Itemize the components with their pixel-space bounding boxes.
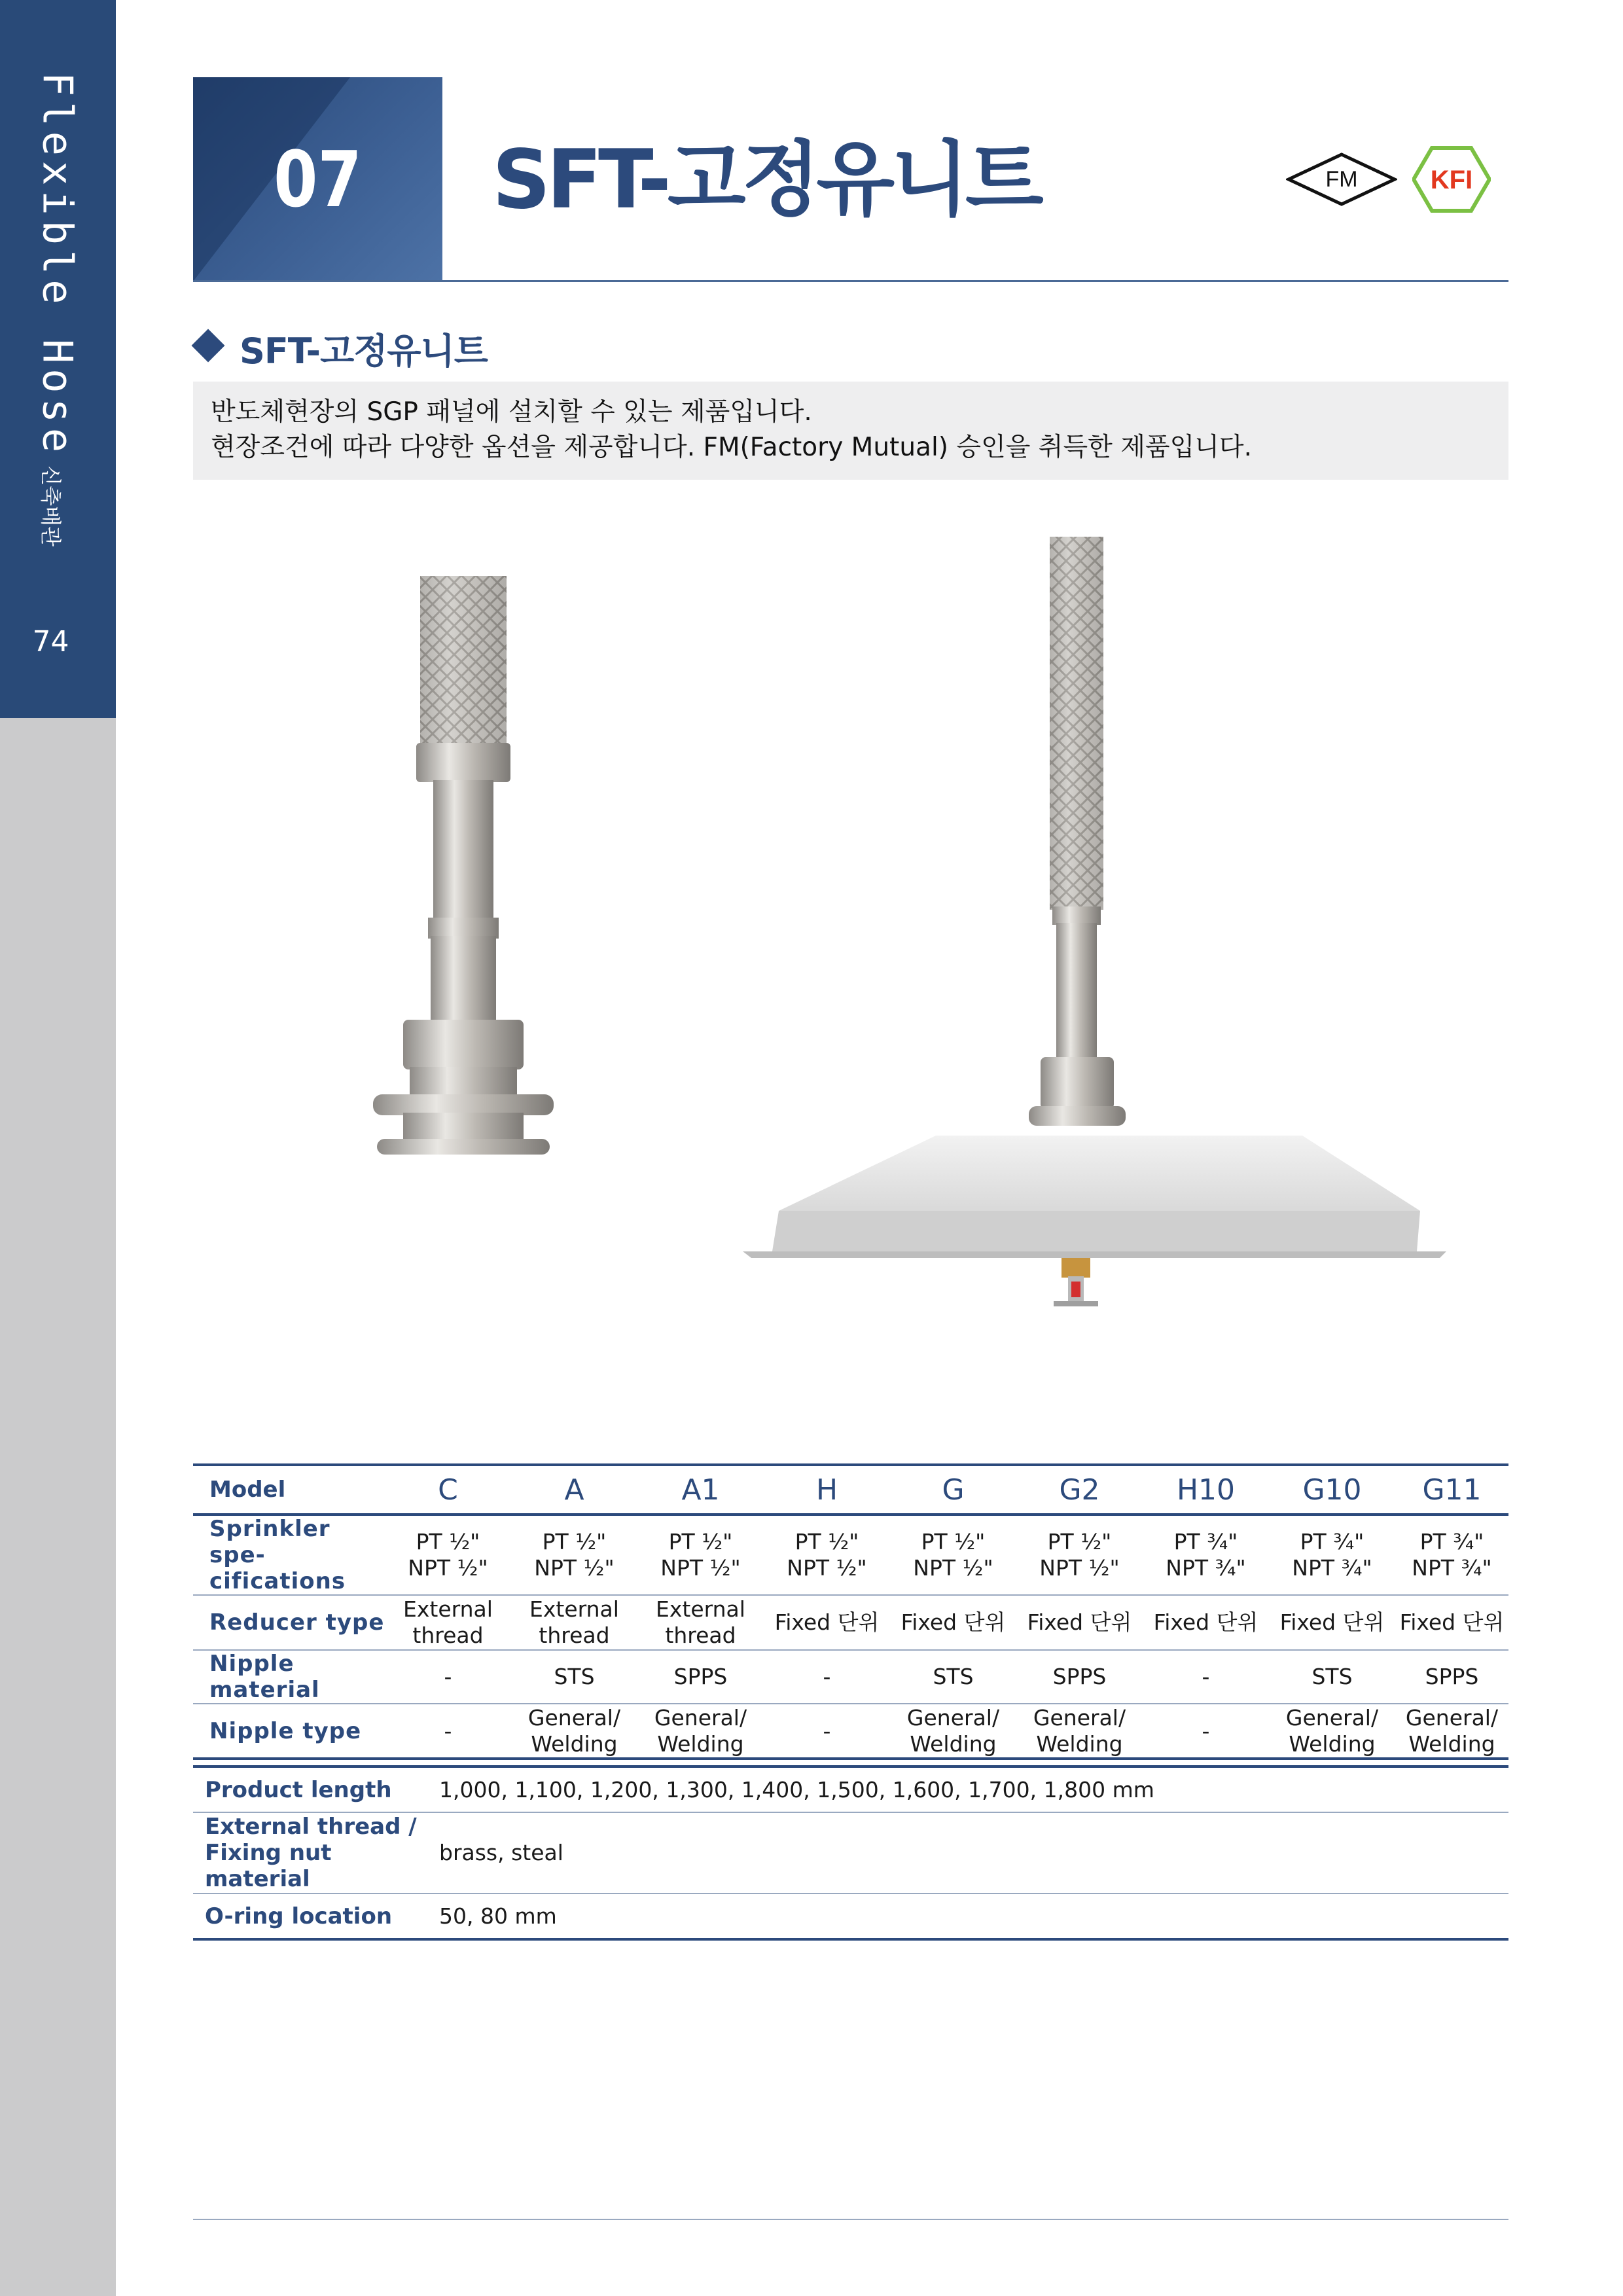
- spec-row: [193, 1704, 1508, 1759]
- info-row-label-line: Fixing nut material: [205, 1840, 332, 1892]
- spec-cell-line: PT ½": [416, 1529, 480, 1554]
- spec-cell: [1143, 1650, 1269, 1704]
- spec-cell-line: External: [403, 1596, 493, 1622]
- spec-cell: [1143, 1704, 1269, 1759]
- spec-cell-line: Fixed 단위: [901, 1609, 1006, 1635]
- spec-cell: [764, 1515, 890, 1595]
- spec-cell-line: NPT ½": [787, 1555, 867, 1581]
- model-header: G10: [1269, 1465, 1395, 1515]
- spec-row-label: [193, 1704, 385, 1759]
- spec-cell-line: PT ½": [794, 1529, 859, 1554]
- spec-table: [193, 1463, 1508, 1760]
- model-header: H: [764, 1465, 890, 1515]
- spec-row-label-line: Sprinkler spe-: [209, 1516, 330, 1568]
- intro-line: 현장조건에 따라 다양한 옵션을 제공합니다. FM(Factory Mutual) 승인을 취득한 제품입니다.: [211, 433, 1252, 462]
- kfi-logo: [1412, 145, 1491, 213]
- spec-cell-line: -: [1202, 1664, 1210, 1689]
- spec-cell-line: External: [529, 1596, 619, 1622]
- spec-cell: [511, 1650, 637, 1704]
- chapter-box: [193, 77, 442, 281]
- spec-cell-line: PT ¾": [1419, 1529, 1484, 1554]
- info-row: [193, 1812, 1508, 1893]
- spec-cell-line: Fixed 단위: [1153, 1609, 1258, 1635]
- info-table-body: [193, 1767, 1508, 1939]
- info-row-label: [193, 1812, 438, 1893]
- info-row-label: [193, 1767, 438, 1812]
- spec-cell-line: PT ½": [668, 1529, 733, 1554]
- spec-cell: [1269, 1515, 1395, 1595]
- spec-cell: [1269, 1704, 1395, 1759]
- spec-cell: [1395, 1650, 1508, 1704]
- spec-cell-line: NPT ½": [1039, 1555, 1120, 1581]
- spec-cell: [511, 1515, 637, 1595]
- spec-cell-line: PT ½": [1047, 1529, 1112, 1554]
- fm-logo-text: FM: [1325, 167, 1358, 192]
- spec-cell-line: NPT ¾": [1166, 1555, 1246, 1581]
- product-photos: [281, 511, 1479, 1348]
- spec-cell: [637, 1515, 764, 1595]
- spec-cell: [890, 1595, 1016, 1650]
- info-row-label-line: Product length: [205, 1776, 392, 1803]
- spec-cell-line: External: [656, 1596, 745, 1622]
- spec-cell-line: PT ¾": [1173, 1529, 1238, 1554]
- spec-cell-line: -: [1202, 1717, 1210, 1744]
- spec-cell-line: NPT ½": [660, 1555, 741, 1581]
- spec-row-label: [193, 1595, 385, 1650]
- spec-cell-line: -: [444, 1717, 452, 1744]
- spec-row-label-line: Nipple type: [209, 1717, 362, 1744]
- spec-cell-line: Welding: [1289, 1731, 1376, 1757]
- spec-cell: [1016, 1515, 1143, 1595]
- spec-cell-line: PT ½": [921, 1529, 986, 1554]
- spec-cell: [1269, 1595, 1395, 1650]
- spec-row-label-line: Nipple material: [209, 1651, 320, 1703]
- kfi-logo-text: KFI: [1430, 166, 1473, 194]
- spec-cell-line: STS: [933, 1664, 974, 1689]
- product-photo-right: [743, 537, 1446, 1306]
- spec-cell-line: thread: [539, 1623, 610, 1648]
- spec-cell-line: Welding: [910, 1731, 997, 1757]
- spec-cell-line: Welding: [1408, 1731, 1495, 1757]
- spec-cell: [511, 1595, 637, 1650]
- spec-cell: [1016, 1650, 1143, 1704]
- spec-cell-line: Welding: [1036, 1731, 1123, 1757]
- spec-row: [193, 1650, 1508, 1704]
- spec-cell: [1395, 1704, 1508, 1759]
- spec-row: [193, 1595, 1508, 1650]
- spec-cell-line: NPT ½": [408, 1555, 488, 1581]
- spec-cell-line: Fixed 단위: [1279, 1609, 1385, 1635]
- spec-cell-line: SPPS: [673, 1664, 728, 1689]
- fm-approval-logo: [1286, 152, 1397, 206]
- info-row-value: brass, steal: [438, 1812, 1508, 1893]
- section-title: SFT-고정유니트: [240, 331, 488, 372]
- info-row-label-line: External thread /: [205, 1814, 417, 1840]
- info-table: [193, 1765, 1508, 1941]
- spec-cell: [1269, 1650, 1395, 1704]
- spec-cell-line: PT ¾": [1300, 1529, 1364, 1554]
- spec-table-body: [193, 1515, 1508, 1759]
- spec-cell-line: Welding: [531, 1731, 618, 1757]
- spec-header-row: [193, 1465, 1508, 1515]
- spec-cell: [385, 1704, 511, 1759]
- model-header: G2: [1016, 1465, 1143, 1515]
- spec-cell-line: General/: [1405, 1704, 1499, 1731]
- intro-line: 반도체현장의 SGP 패널에 설치할 수 있는 제품입니다.: [211, 397, 812, 427]
- footer-rule: [193, 2219, 1508, 2220]
- spec-cell-line: Fixed 단위: [1027, 1609, 1132, 1635]
- spec-cell-line: General/: [1033, 1704, 1126, 1731]
- info-row: [193, 1893, 1508, 1939]
- sidebar-title: [34, 72, 82, 547]
- spec-cell-line: Fixed 단위: [774, 1609, 880, 1635]
- header-rule: [193, 280, 1508, 282]
- spec-row-label-line: cifications: [209, 1568, 346, 1594]
- chapter-number: 07: [274, 134, 362, 224]
- page-title: SFT-고정유니트: [492, 133, 1040, 227]
- diamond-bullet-icon: [192, 329, 225, 363]
- spec-cell-line: General/: [1285, 1704, 1379, 1731]
- spec-cell-line: SPPS: [1425, 1664, 1479, 1689]
- model-header: G11: [1395, 1465, 1508, 1515]
- info-row-value: 50, 80 mm: [438, 1893, 1508, 1939]
- spec-cell: [637, 1595, 764, 1650]
- sidebar-lower-band: [0, 718, 116, 2296]
- spec-cell: [890, 1650, 1016, 1704]
- spec-cell: [1395, 1515, 1508, 1595]
- spec-cell-line: Fixed 단위: [1399, 1609, 1505, 1635]
- model-header: A: [511, 1465, 637, 1515]
- product-photo-left: [373, 576, 554, 1155]
- spec-cell-line: NPT ¾": [1292, 1555, 1372, 1581]
- info-row: [193, 1767, 1508, 1812]
- spec-cell-line: NPT ¾": [1412, 1555, 1492, 1581]
- spec-cell: [1143, 1595, 1269, 1650]
- info-row-value: 1,000, 1,100, 1,200, 1,300, 1,400, 1,500, 1,600, 1,700, 1,800 mm: [438, 1767, 1508, 1812]
- model-header: H10: [1143, 1465, 1269, 1515]
- spec-cell-line: NPT ½": [534, 1555, 615, 1581]
- info-row-label-line: O-ring location: [205, 1903, 393, 1929]
- spec-cell-line: General/: [527, 1704, 621, 1731]
- info-row-label: [193, 1893, 438, 1939]
- sidebar-title-ko: 신축배관: [38, 465, 63, 547]
- model-header: A1: [637, 1465, 764, 1515]
- spec-cell: [1143, 1515, 1269, 1595]
- spec-cell-line: -: [823, 1664, 831, 1689]
- spec-cell-line: Welding: [657, 1731, 744, 1757]
- spec-header-label: Model: [193, 1465, 385, 1515]
- spec-cell-line: General/: [654, 1704, 747, 1731]
- spec-cell-line: -: [823, 1717, 831, 1744]
- spec-cell: [385, 1515, 511, 1595]
- spec-cell-line: NPT ½": [913, 1555, 993, 1581]
- spec-cell: [1395, 1595, 1508, 1650]
- spec-cell: [511, 1704, 637, 1759]
- spec-cell-line: -: [444, 1664, 452, 1689]
- model-header: G: [890, 1465, 1016, 1515]
- spec-cell: [385, 1595, 511, 1650]
- spec-cell-line: PT ½": [542, 1529, 607, 1554]
- spec-row-label: [193, 1515, 385, 1595]
- spec-cell-line: STS: [554, 1664, 595, 1689]
- spec-cell-line: thread: [412, 1623, 484, 1648]
- spec-cell: [637, 1704, 764, 1759]
- spec-cell-line: thread: [665, 1623, 736, 1648]
- spec-cell: [1016, 1704, 1143, 1759]
- spec-cell-line: SPPS: [1052, 1664, 1107, 1689]
- spec-cell: [385, 1650, 511, 1704]
- spec-cell: [764, 1650, 890, 1704]
- spec-cell: [890, 1515, 1016, 1595]
- spec-cell: [764, 1704, 890, 1759]
- spec-cell-line: General/: [906, 1704, 1000, 1731]
- page-number: 74: [32, 625, 69, 658]
- spec-cell: [637, 1650, 764, 1704]
- spec-row-label: [193, 1650, 385, 1704]
- spec-cell: [890, 1704, 1016, 1759]
- sidebar-title-en: Flexible Hose: [33, 72, 82, 458]
- spec-row: [193, 1515, 1508, 1595]
- spec-cell: [1016, 1595, 1143, 1650]
- spec-row-label-line: Reducer type: [209, 1609, 385, 1636]
- spec-cell: [764, 1595, 890, 1650]
- model-header: C: [385, 1465, 511, 1515]
- spec-cell-line: STS: [1311, 1664, 1353, 1689]
